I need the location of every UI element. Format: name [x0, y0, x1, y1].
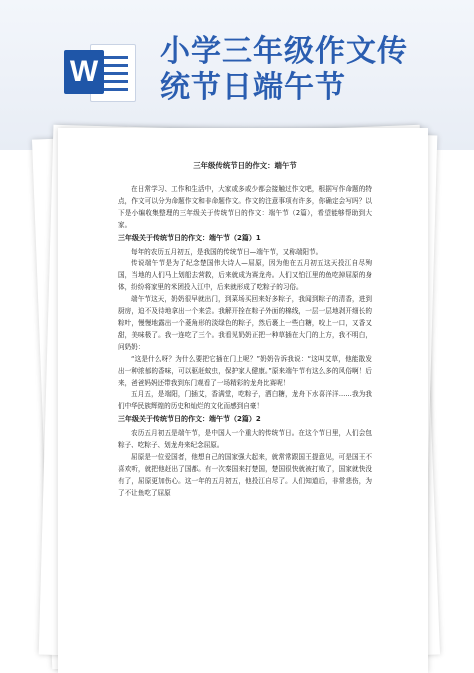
paragraph: 端午节这天，奶奶很早就出门，到菜场买回来好多粽子，我闻到粽子的清香，进到厨房，迫不及待地拿出一个来尝。我解开拴在粽子外面的棉线，一层一层地剥开细长的粽叶，慢慢地露出一个菱角形的淡绿色的粽子，然后裹上一些白糖，咬上一口，又香又甜，美味极了。我一连吃了三个。我看见奶奶正把一种草插在大门的上方，我不明白，问奶奶： [118, 295, 372, 351]
paragraph: 每年的农历五月初五，是我国的传统节日—端午节，又称端阳节。 [131, 247, 323, 256]
paragraph: 在日常学习、工作和生活中，大家或多或少都会接触过作文吧，根据写作命题的特点，作文可以分为命题作文和非命题作文。作文的注意事项有许多，你确定会写吗？以下是小编收集整理的三年级关于传统节日的作文：端午节（2篇），希望能够帮助到大家。 [118, 185, 372, 229]
document-title: 三年级传统节日的作文：端午节 [193, 161, 297, 170]
section-heading: 三年级关于传统节日的作文：端午节（2篇）1 [118, 233, 261, 242]
page-title [160, 34, 460, 106]
paragraph: 传说端午节是为了纪念楚国伟大诗人—屈原，因为他在五月初五这天投江自尽殉国，当地的人们马上划船去营救，后来就成为赛龙舟。人们又怕江里的鱼吃掉屈原的身体，纷纷将家里的米团投入江中，后来就形成了吃粽子的习俗。 [118, 259, 372, 292]
word-document-icon [64, 40, 136, 104]
paragraph: “这是什么呀？为什么要把它插在门上呢？”奶奶告诉我说：“这叫艾草，他能散发出一种浓郁的香味，可以驱赶蚊虫，保护家人健康。”原来端午节有这么多的风俗啊！后来，爸爸妈妈还带我到东门观看了一场精彩的龙舟比赛呢！ [118, 354, 372, 387]
paragraph: 五月五，是端阳，门插艾，香满堂，吃粽子，洒白糖，龙舟下水喜洋洋……我为我们中华民族辉煌的历史和灿烂的文化而感到自豪！ [118, 390, 372, 411]
paragraph: 农历五月初五是端午节，是中国人一个重大的传统节日。在这个节日里，人们会包粽子、吃粽子、划龙舟来纪念屈原。 [118, 429, 372, 450]
document-content [118, 184, 372, 500]
word-logo-badge: W [64, 50, 104, 94]
page-title-line-1: 小学三年级作文传 [160, 34, 408, 69]
document-body [118, 160, 372, 500]
page-title-line-2: 统节日端午节 [160, 70, 346, 105]
section-heading: 三年级关于传统节日的作文：端午节（2篇）2 [118, 415, 261, 424]
paragraph: 屈原是一位爱国者，他想自己的国家强大起来，就常常跟国王提意见，可是国王不喜欢听，就把他赶出了国都。有一次秦国来打楚国，楚国很快就被打败了，国家就快没有了，屈原更加伤心。这一年的五月初五，他投江自尽了。人们知道后，非常悲伤，为了不让鱼吃了屈原 [118, 452, 372, 497]
